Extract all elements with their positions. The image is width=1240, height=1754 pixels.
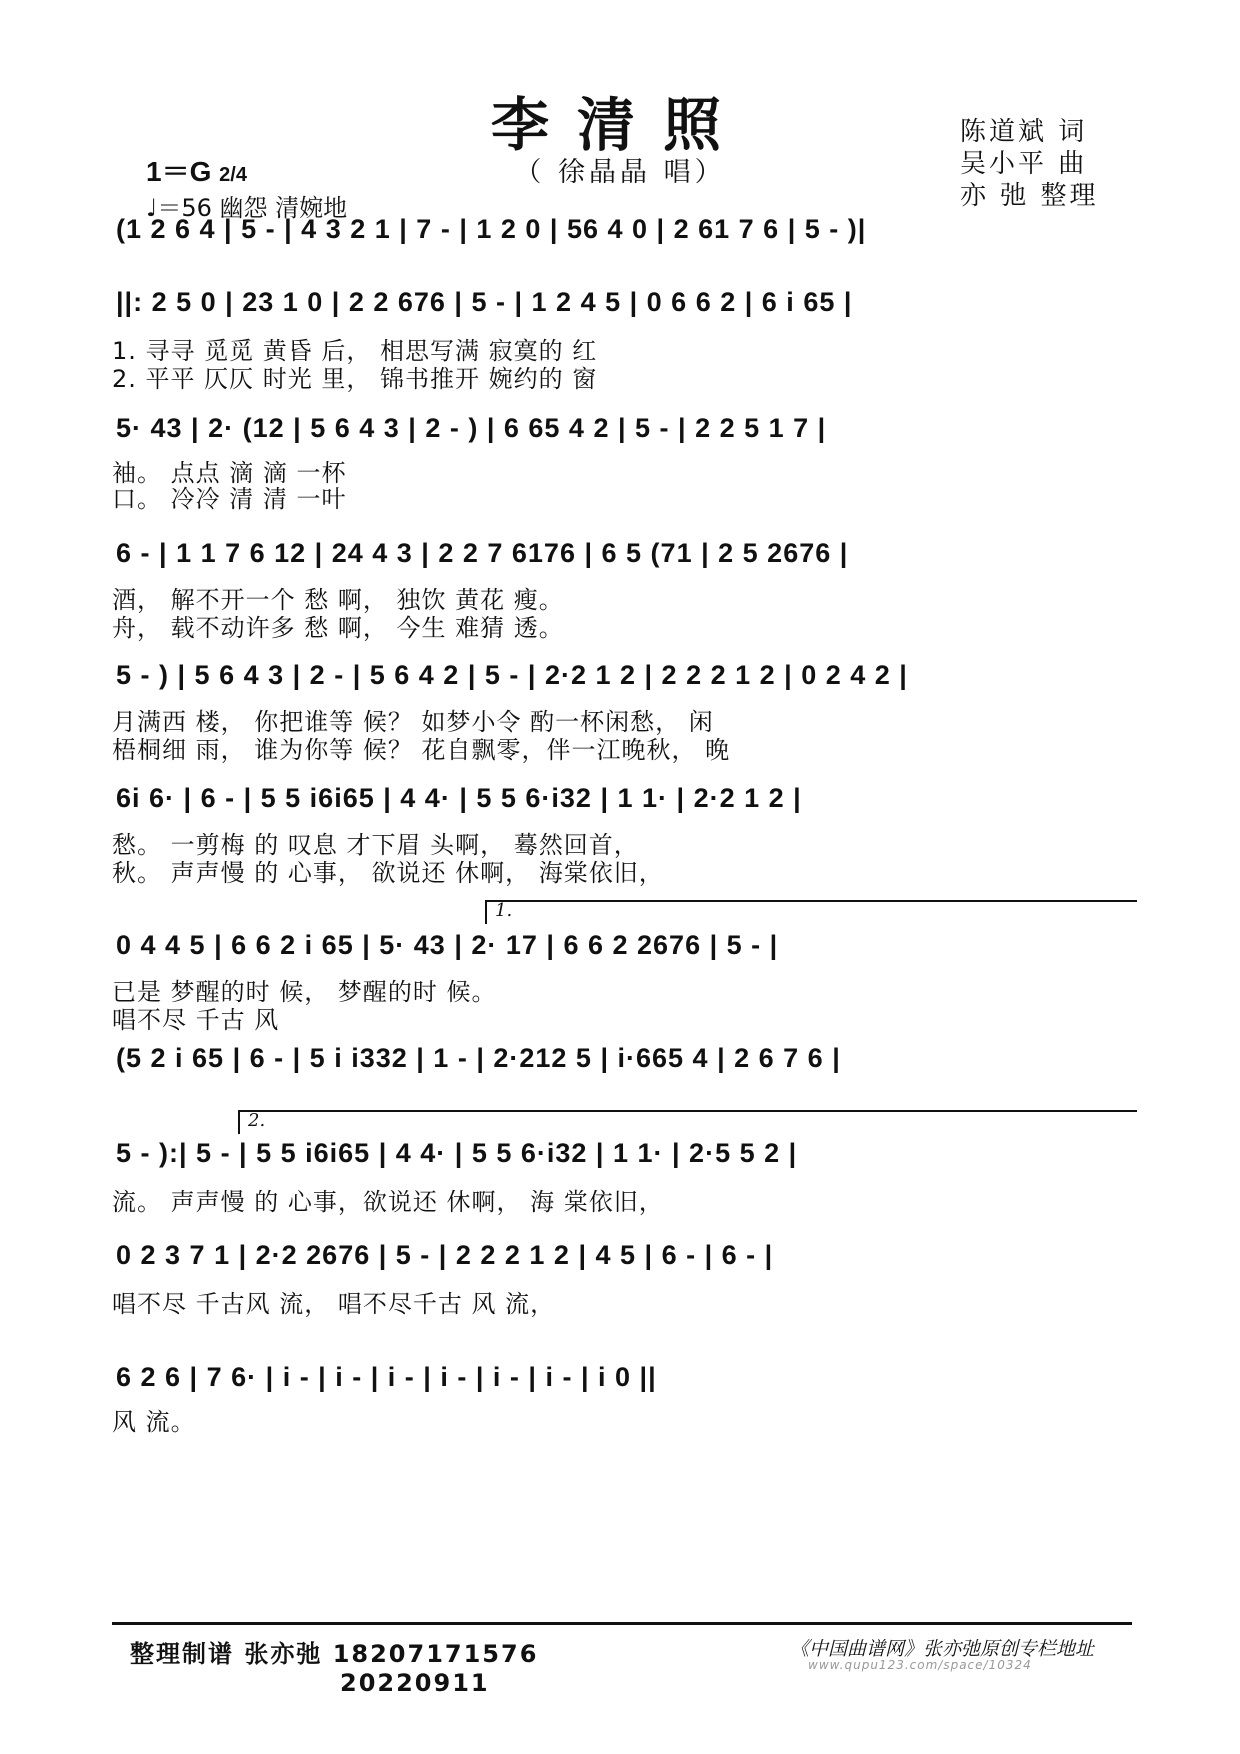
volta-label: 2.	[248, 1110, 266, 1131]
system-interlude	[0, 1043, 1240, 1103]
notation-line: (1 2 6 4 | 5 - | 4 3 2 1 | 7 - | 1 2 0 | 56 4 0 | 2 61 7 6 | 5 - )|	[116, 214, 867, 244]
lyric-line-1: 已是 梦醒的时 候， 梦醒的时 候。	[112, 978, 497, 1006]
notation-line: 6 2 6 | 7 6· | i - | i - | i - | i - | i - | i - | i 0 ||	[116, 1362, 657, 1392]
tempo-marking: ♩＝56 幽怨 清婉地	[146, 194, 348, 222]
lyric-line-2: 唱不尽 千古 风	[112, 1006, 280, 1034]
song-title: 李清照	[490, 91, 749, 159]
lyric-line-2: 秋。 声声慢 的 心事， 欲说还 休啊， 海棠依旧，	[112, 859, 664, 887]
arrange-date: 20220911	[340, 1669, 490, 1697]
notation-line: 5· 43 | 2· (12 | 5 6 4 3 | 2 - ) | 6 65 4 2 | 5 - | 2 2 5 1 7 |	[116, 413, 827, 443]
system-chorus-2	[0, 783, 1240, 887]
lyric-line-2: 舟， 载不动许多 愁 啊， 今生 难猜 透。	[112, 614, 564, 642]
footer-url[interactable]: www.qupu123.com/space/10324	[808, 1658, 1032, 1672]
system-coda-1	[0, 1240, 1240, 1330]
system-verse-3	[0, 538, 1240, 642]
key-label: 1＝G	[146, 156, 212, 187]
arranger-credit: 亦 弛 整理	[960, 181, 1099, 211]
notation-line: 0 4 4 5 | 6 6 2 i 65 | 5· 43 | 2· 17 | 6 6 2 2676 | 5 - |	[116, 930, 779, 960]
time-signature: 2/4	[219, 164, 247, 186]
lyric-line-1: 月满西 楼， 你把谁等 候？ 如梦小令 酌一杯闲愁， 闲	[112, 708, 714, 736]
lyric-line-1: 流。 声声慢 的 心事，欲说还 休啊， 海 棠依旧，	[112, 1188, 664, 1216]
system-verse-1	[0, 287, 1240, 393]
system-intro	[0, 214, 1240, 274]
lyric-line-2: 2. 平平 仄仄 时光 里， 锦书推开 婉约的 窗	[112, 365, 598, 393]
notation-line: (5 2 i 65 | 6 - | 5 i i332 | 1 - | 2·212 5 | i·665 4 | 2 6 7 6 |	[116, 1043, 841, 1073]
footer-arranger	[130, 1634, 538, 1697]
footer-site: 《中国曲谱网》张亦弛原创专栏地址	[790, 1638, 1095, 1660]
arranger-contact: 整理制谱 张亦弛 18207171576	[130, 1640, 539, 1668]
lyric-line-1: 袖。 点点 滴 滴 一杯	[112, 459, 347, 487]
lyric-line-2: 口。 冷冷 清 清 一叶	[112, 485, 347, 513]
notation-line: 6 - | 1 1 7 6 12 | 24 4 3 | 2 2 7 6176 | 6 5 (71 | 2 5 2676 |	[116, 538, 849, 568]
lyric-line-1: 愁。 一剪梅 的 叹息 才下眉 头啊， 蓦然回首，	[112, 831, 639, 859]
volta-second-ending	[238, 1110, 1137, 1134]
footer-divider	[112, 1622, 1132, 1625]
singer-credit: （ 徐晶晶 唱）	[514, 157, 726, 188]
notation-line: 6i 6· | 6 - | 5 5 i6i65 | 4 4· | 5 5 6·i32 | 1 1· | 2·2 1 2 |	[116, 783, 802, 813]
notation-line: ||: 2 5 0 | 23 1 0 | 2 2 676 | 5 - | 1 2 4 5 | 0 6 6 2 | 6 i 65 |	[116, 287, 853, 317]
key-signature	[146, 150, 247, 190]
composer-credit: 吴小平 曲	[960, 149, 1088, 179]
notation-line: 0 2 3 7 1 | 2·2 2676 | 5 - | 2 2 2 1 2 | 4 5 | 6 - | 6 - |	[116, 1240, 774, 1270]
system-verse-2	[0, 413, 1240, 513]
lyric-line-1: 唱不尽 千古风 流， 唱不尽千古 风 流，	[112, 1290, 556, 1318]
notation-line: 5 - ):| 5 - | 5 5 i6i65 | 4 4· | 5 5 6·i32 | 1 1· | 2·5 5 2 |	[116, 1138, 798, 1168]
system-coda-2	[0, 1362, 1240, 1452]
lyric-line-1: 风 流。	[112, 1408, 196, 1436]
lyric-line-2: 梧桐细 雨， 谁为你等 候？ 花自飘零，伴一江晚秋， 晚	[112, 736, 731, 764]
lyric-line-1: 1. 寻寻 觅觅 黄昏 后， 相思写满 寂寞的 红	[112, 337, 598, 365]
credits-block	[960, 116, 1099, 212]
system-chorus-1	[0, 660, 1240, 764]
volta-label: 1.	[495, 900, 513, 921]
lyricist-credit: 陈道斌 词	[960, 117, 1088, 147]
lyric-line-1: 酒， 解不开一个 愁 啊， 独饮 黄花 瘦。	[112, 586, 564, 614]
notation-line: 5 - ) | 5 6 4 3 | 2 - | 5 6 4 2 | 5 - | 2·2 1 2 | 2 2 2 1 2 | 0 2 4 2 |	[116, 660, 908, 690]
system-ending-1	[0, 900, 1240, 1034]
system-ending-2	[0, 1110, 1240, 1220]
volta-first-ending	[485, 900, 1137, 924]
